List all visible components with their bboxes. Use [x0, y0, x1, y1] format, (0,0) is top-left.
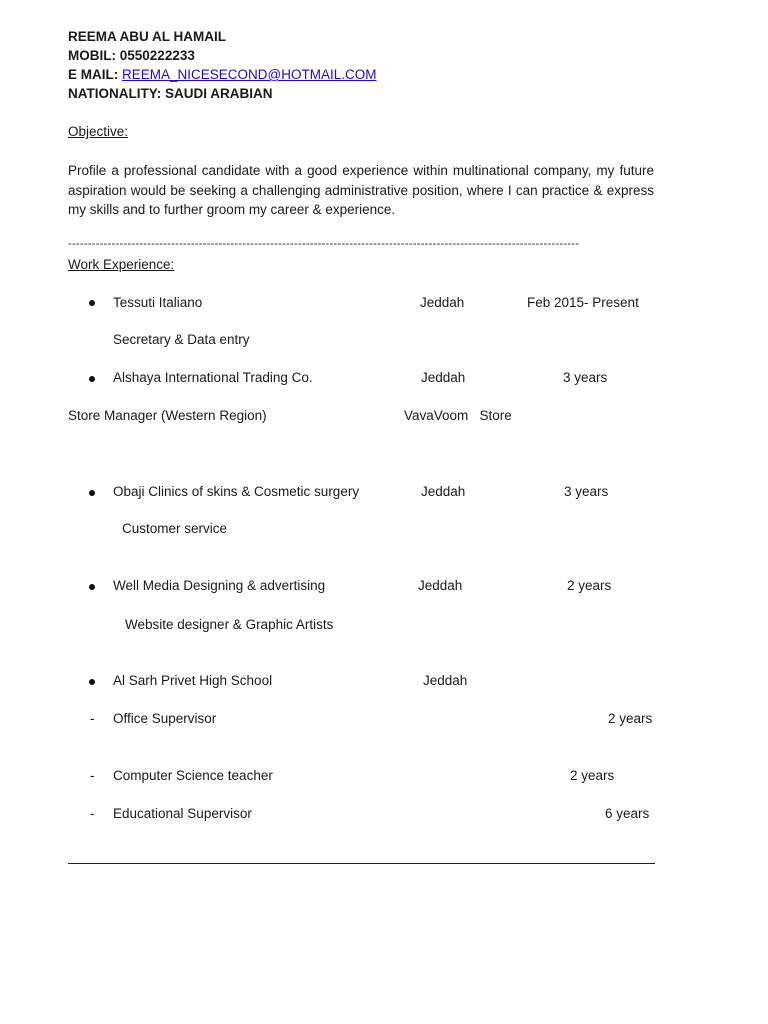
dash-marker: -: [90, 711, 95, 726]
nationality-value: SAUDI ARABIAN: [165, 86, 273, 101]
job-location: Jeddah: [418, 578, 463, 593]
dash-marker: -: [90, 768, 95, 783]
job-company: Tessuti Italiano: [113, 295, 203, 310]
nationality-label: NATIONALITY:: [68, 86, 162, 101]
mobile-label: MOBIL:: [68, 48, 116, 63]
job-period: 3 years: [563, 370, 608, 385]
job-role: Secretary & Data entry: [113, 332, 250, 347]
dash-marker: -: [90, 806, 95, 821]
job-role: Store Manager (Western Region): [68, 408, 267, 423]
job-location: Jeddah: [423, 673, 468, 688]
job-location: Jeddah: [421, 370, 466, 385]
bullet-icon: [89, 679, 95, 685]
email-line: [68, 67, 377, 82]
job-period: 3 years: [564, 484, 609, 499]
role-period: 6 years: [605, 806, 650, 821]
work-experience-heading: Work Experience:: [68, 257, 175, 272]
email-link[interactable]: REEMA_NICESECOND@HOTMAIL.COM: [122, 67, 377, 82]
mobile-number: 0550222233: [119, 48, 195, 63]
mobile-line: [68, 48, 195, 63]
bullet-icon: [89, 584, 95, 590]
job-period: 2 years: [567, 578, 612, 593]
job-store: VavaVoom Store: [404, 408, 512, 423]
job-company: Alshaya International Trading Co.: [113, 370, 313, 385]
job-role: Customer service: [122, 521, 228, 536]
role-period: 2 years: [608, 711, 653, 726]
job-company: Al Sarh Privet High School: [113, 673, 273, 688]
objective-text: Profile a professional candidate with a good experience within multinational company, my future aspiration would be seeking a challenging administrative position, where I can practice & express my skills and to further groom my career & experience.: [68, 163, 654, 217]
bullet-icon: [89, 376, 95, 382]
email-label: E MAIL:: [68, 67, 119, 82]
role-period: 2 years: [570, 768, 615, 783]
dashed-separator: ---------------------------------------------------------------------------------------------------------------------------------: [68, 238, 580, 250]
role-title: Computer Science teacher: [113, 768, 273, 783]
job-company: Obaji Clinics of skins & Cosmetic surgery: [113, 484, 360, 499]
job-location: Jeddah: [420, 295, 465, 310]
bottom-rule: [68, 863, 655, 864]
job-company: Well Media Designing & advertising: [113, 578, 326, 593]
job-location: Jeddah: [421, 484, 466, 499]
candidate-name: REEMA ABU AL HAMAIL: [68, 29, 226, 44]
job-role: Website designer & Graphic Artists: [125, 617, 334, 632]
nationality-line: [68, 86, 273, 101]
objective-heading: Objective:: [68, 124, 129, 139]
bullet-icon: [89, 300, 95, 306]
role-title: Educational Supervisor: [113, 806, 252, 821]
job-period: Feb 2015- Present: [527, 295, 639, 310]
role-title: Office Supervisor: [113, 711, 217, 726]
bullet-icon: [89, 490, 95, 496]
